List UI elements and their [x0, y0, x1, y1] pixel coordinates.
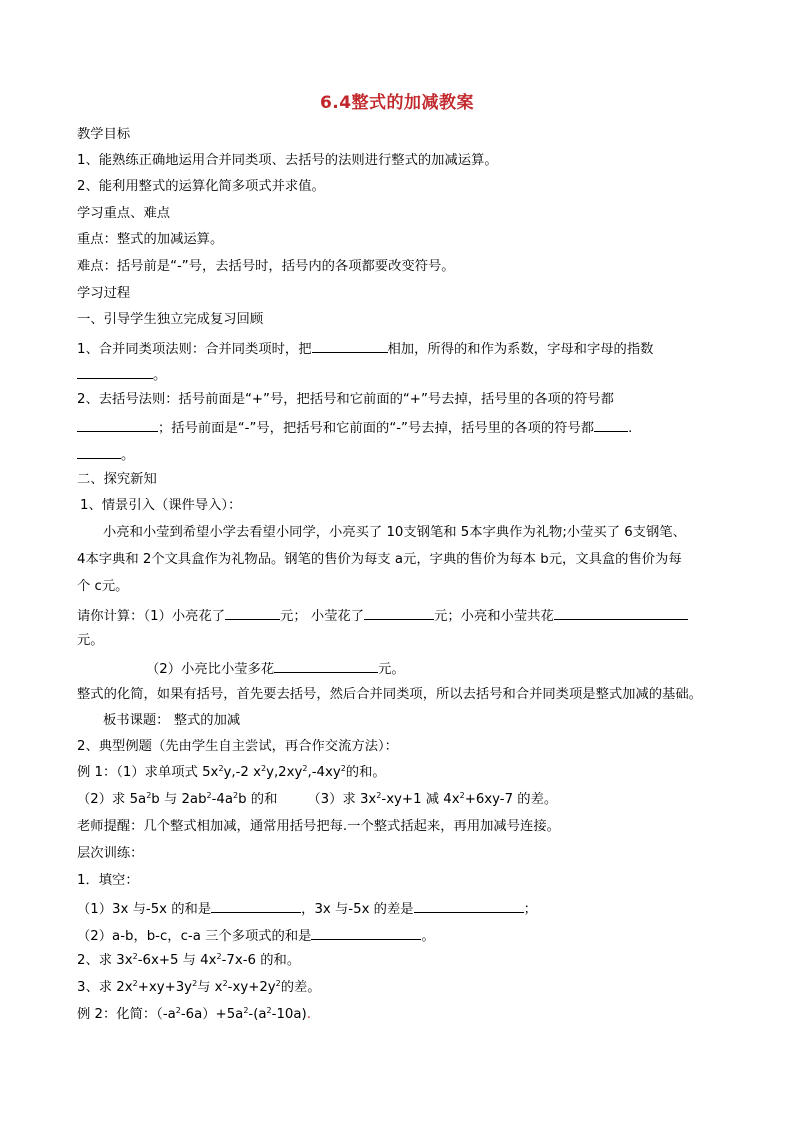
example-4-text-d: -10a) [271, 1007, 307, 1022]
rule1-blank-2 [77, 365, 153, 379]
rule2-line-3 [77, 445, 134, 465]
rule2-line: 2、去括号法则：括号前面是“+”号，把括号和它前面的“+”号去掉，括号里的各项的符号都 [77, 392, 614, 407]
rule2-blank-1 [77, 418, 158, 432]
rule1-text-c: 。 [153, 368, 167, 383]
superscript: 2 [376, 791, 382, 800]
calc-text-a: 请你计算：（1）小亮花了 [77, 609, 226, 624]
fill-1-blank-1 [211, 899, 301, 913]
example-2-text-c: -4a [211, 792, 234, 807]
example-2-line [77, 791, 557, 809]
example-1-text-e: 的和。 [345, 765, 386, 780]
superscript: 2 [218, 764, 224, 773]
calc-blank-1 [225, 606, 280, 620]
rule1-line-2 [77, 365, 166, 385]
rule2-line-2 [77, 418, 632, 438]
q2-text-a: 2、求 3x [77, 953, 133, 968]
example-4-period: . [306, 1007, 311, 1022]
superscript: 2 [260, 764, 267, 773]
fill-heading: 1．填空： [77, 873, 139, 888]
question-3 [77, 979, 321, 997]
example-2-text-d: b 的和 [238, 792, 278, 807]
example-4-text-c: -(a [248, 1007, 267, 1022]
page-title: 6.4整式的加减教案 [319, 93, 475, 113]
example-1-text-c: y,2xy [266, 765, 303, 780]
difficulty-text: 难点：括号前是“-”号，去括号时，括号内的各项都要改变符号。 [77, 259, 455, 274]
story-line-2: 4本字典和 2个文具盒作为礼物品。钢笔的售价为每支 a元，字典的售价为每本 b元，文具盒的售价为每 [77, 552, 682, 567]
superscript: 2 [266, 1006, 272, 1015]
key-points-heading: 学习重点、难点 [77, 206, 171, 221]
goal-item-2: 2、能利用整式的运算化简多项式并求值。 [77, 179, 325, 194]
fill-1-text-a: （1）3x 与-5x 的和是 [77, 902, 212, 917]
rule1-blank-1 [312, 339, 388, 353]
examples-heading: 2、典型例题（先由学生自主尝试，再合作交流方法）： [77, 739, 398, 754]
superscript: 2 [340, 764, 346, 773]
q2-text-c: -7x-6 的和。 [221, 953, 301, 968]
q3-text-e: 的差。 [280, 980, 321, 995]
calc-line-1 [77, 606, 688, 626]
fill-2-text-b: 。 [421, 929, 435, 944]
rule2-text-d: 。 [121, 448, 135, 463]
superscript: 2 [222, 979, 228, 988]
story-line-1: 小亮和小莹到希望小学去看望小同学，小亮买了 10支钢笔和 5本字典作为礼物;小莹买了 6支钢笔、 [103, 525, 686, 540]
superscript: 2 [192, 979, 198, 988]
example-3-text-a: （3）求 3x [307, 792, 377, 807]
q3-text-c: 与 x [197, 980, 223, 995]
q3-text-d: -xy+2y [227, 980, 276, 995]
superscript: 2 [302, 764, 308, 773]
rule2-blank-3 [77, 445, 121, 459]
rule2-text-b: ；括号前面是“-”号，把括号和它前面的“-”号去掉，括号里的各项的符号都 [158, 421, 595, 436]
calc-blank-3 [554, 606, 688, 620]
calc2-text-a: （2）小亮比小莹多花 [146, 662, 275, 677]
rule2-blank-2 [594, 418, 628, 432]
part1-heading: 一、引导学生独立完成复习回顾 [77, 312, 264, 327]
story-line-3: 个 c元。 [77, 579, 129, 594]
teacher-note: 老师提醒：几个整式相加减，通常用括号把每.一个整式括起来，再用加减号连接。 [77, 819, 560, 834]
calc2-blank [274, 659, 378, 673]
fill-1-text-c: ； [523, 902, 537, 917]
example-4-line [77, 1006, 311, 1024]
calc2-line [146, 659, 405, 679]
example-2-text-a: （2）求 5a [77, 792, 147, 807]
superscript: 2 [146, 791, 152, 800]
rule1-text-b: 相加，所得的和作为系数，字母和字母的指数 [387, 342, 654, 357]
fill-item-2 [77, 926, 435, 946]
goal-item-1: 1、能熟练正确地运用合并同类项、去括号的法则进行整式的加减运算。 [77, 153, 498, 168]
fill-item-1 [77, 899, 537, 919]
example-1-text-a: 例 1：（1）求单项式 5x [77, 765, 219, 780]
part2-heading: 二、探究新知 [77, 472, 157, 487]
focus-text: 重点：整式的加减运算。 [77, 232, 224, 247]
superscript: 2 [275, 979, 281, 988]
example-1-line [77, 764, 386, 782]
example-1-text-d: ,-4xy [307, 765, 341, 780]
example-1-text-b: y,-2 x [223, 765, 261, 780]
fill-1-text-b: ，3x 与-5x 的差是 [301, 902, 414, 917]
goals-heading: 教学目标 [77, 127, 131, 142]
calc-text-b: 元； 小莹花了 [280, 609, 365, 624]
calc-blank-2 [364, 606, 434, 620]
rule1-text-a: 1、合并同类项法则：合并同类项时，把 [77, 342, 312, 357]
superscript: 2 [243, 1006, 249, 1015]
superscript: 2 [206, 791, 212, 800]
simplify-text: 整式的化简，如果有括号，首先要去括号，然后合并同类项，所以去括号和合并同类项是整式加减的基础。 [77, 687, 702, 702]
example-3-text-c: +6xy-7 的差。 [464, 792, 558, 807]
intro-text: 1、情景引入（课件导入）： [80, 498, 242, 513]
calc-text-c: 元；小亮和小莹共花 [434, 609, 554, 624]
process-heading: 学习过程 [77, 286, 131, 301]
superscript: 2 [132, 979, 138, 988]
q3-text-a: 3、求 2x [77, 980, 133, 995]
superscript: 2 [233, 791, 239, 800]
calc-line-2: 元。 [77, 633, 104, 648]
superscript: 2 [132, 952, 138, 961]
superscript: 2 [459, 791, 465, 800]
fill-2-blank [311, 926, 421, 940]
fill-1-blank-2 [414, 899, 524, 913]
q2-text-b: -6x+5 与 4x [137, 953, 217, 968]
practice-heading: 层次训练： [77, 846, 144, 861]
rule1-line [77, 339, 653, 359]
example-3-text-b: -xy+1 减 4x [381, 792, 460, 807]
superscript: 2 [216, 952, 222, 961]
fill-2-text-a: （2）a-b，b-c，c-a 三个多项式的和是 [77, 929, 312, 944]
question-2 [77, 952, 300, 970]
superscript: 2 [175, 1006, 181, 1015]
q3-text-b: +xy+3y [137, 980, 193, 995]
board-title: 板书课题： 整式的加减 [103, 713, 241, 728]
example-4-text-b: -6a）+5a [180, 1007, 244, 1022]
calc2-text-b: 元。 [378, 662, 405, 677]
rule2-text-c: . [628, 421, 633, 436]
example-2-text-b: b 与 2ab [151, 792, 207, 807]
example-4-text-a: 例 2：化简：（-a [77, 1007, 176, 1022]
